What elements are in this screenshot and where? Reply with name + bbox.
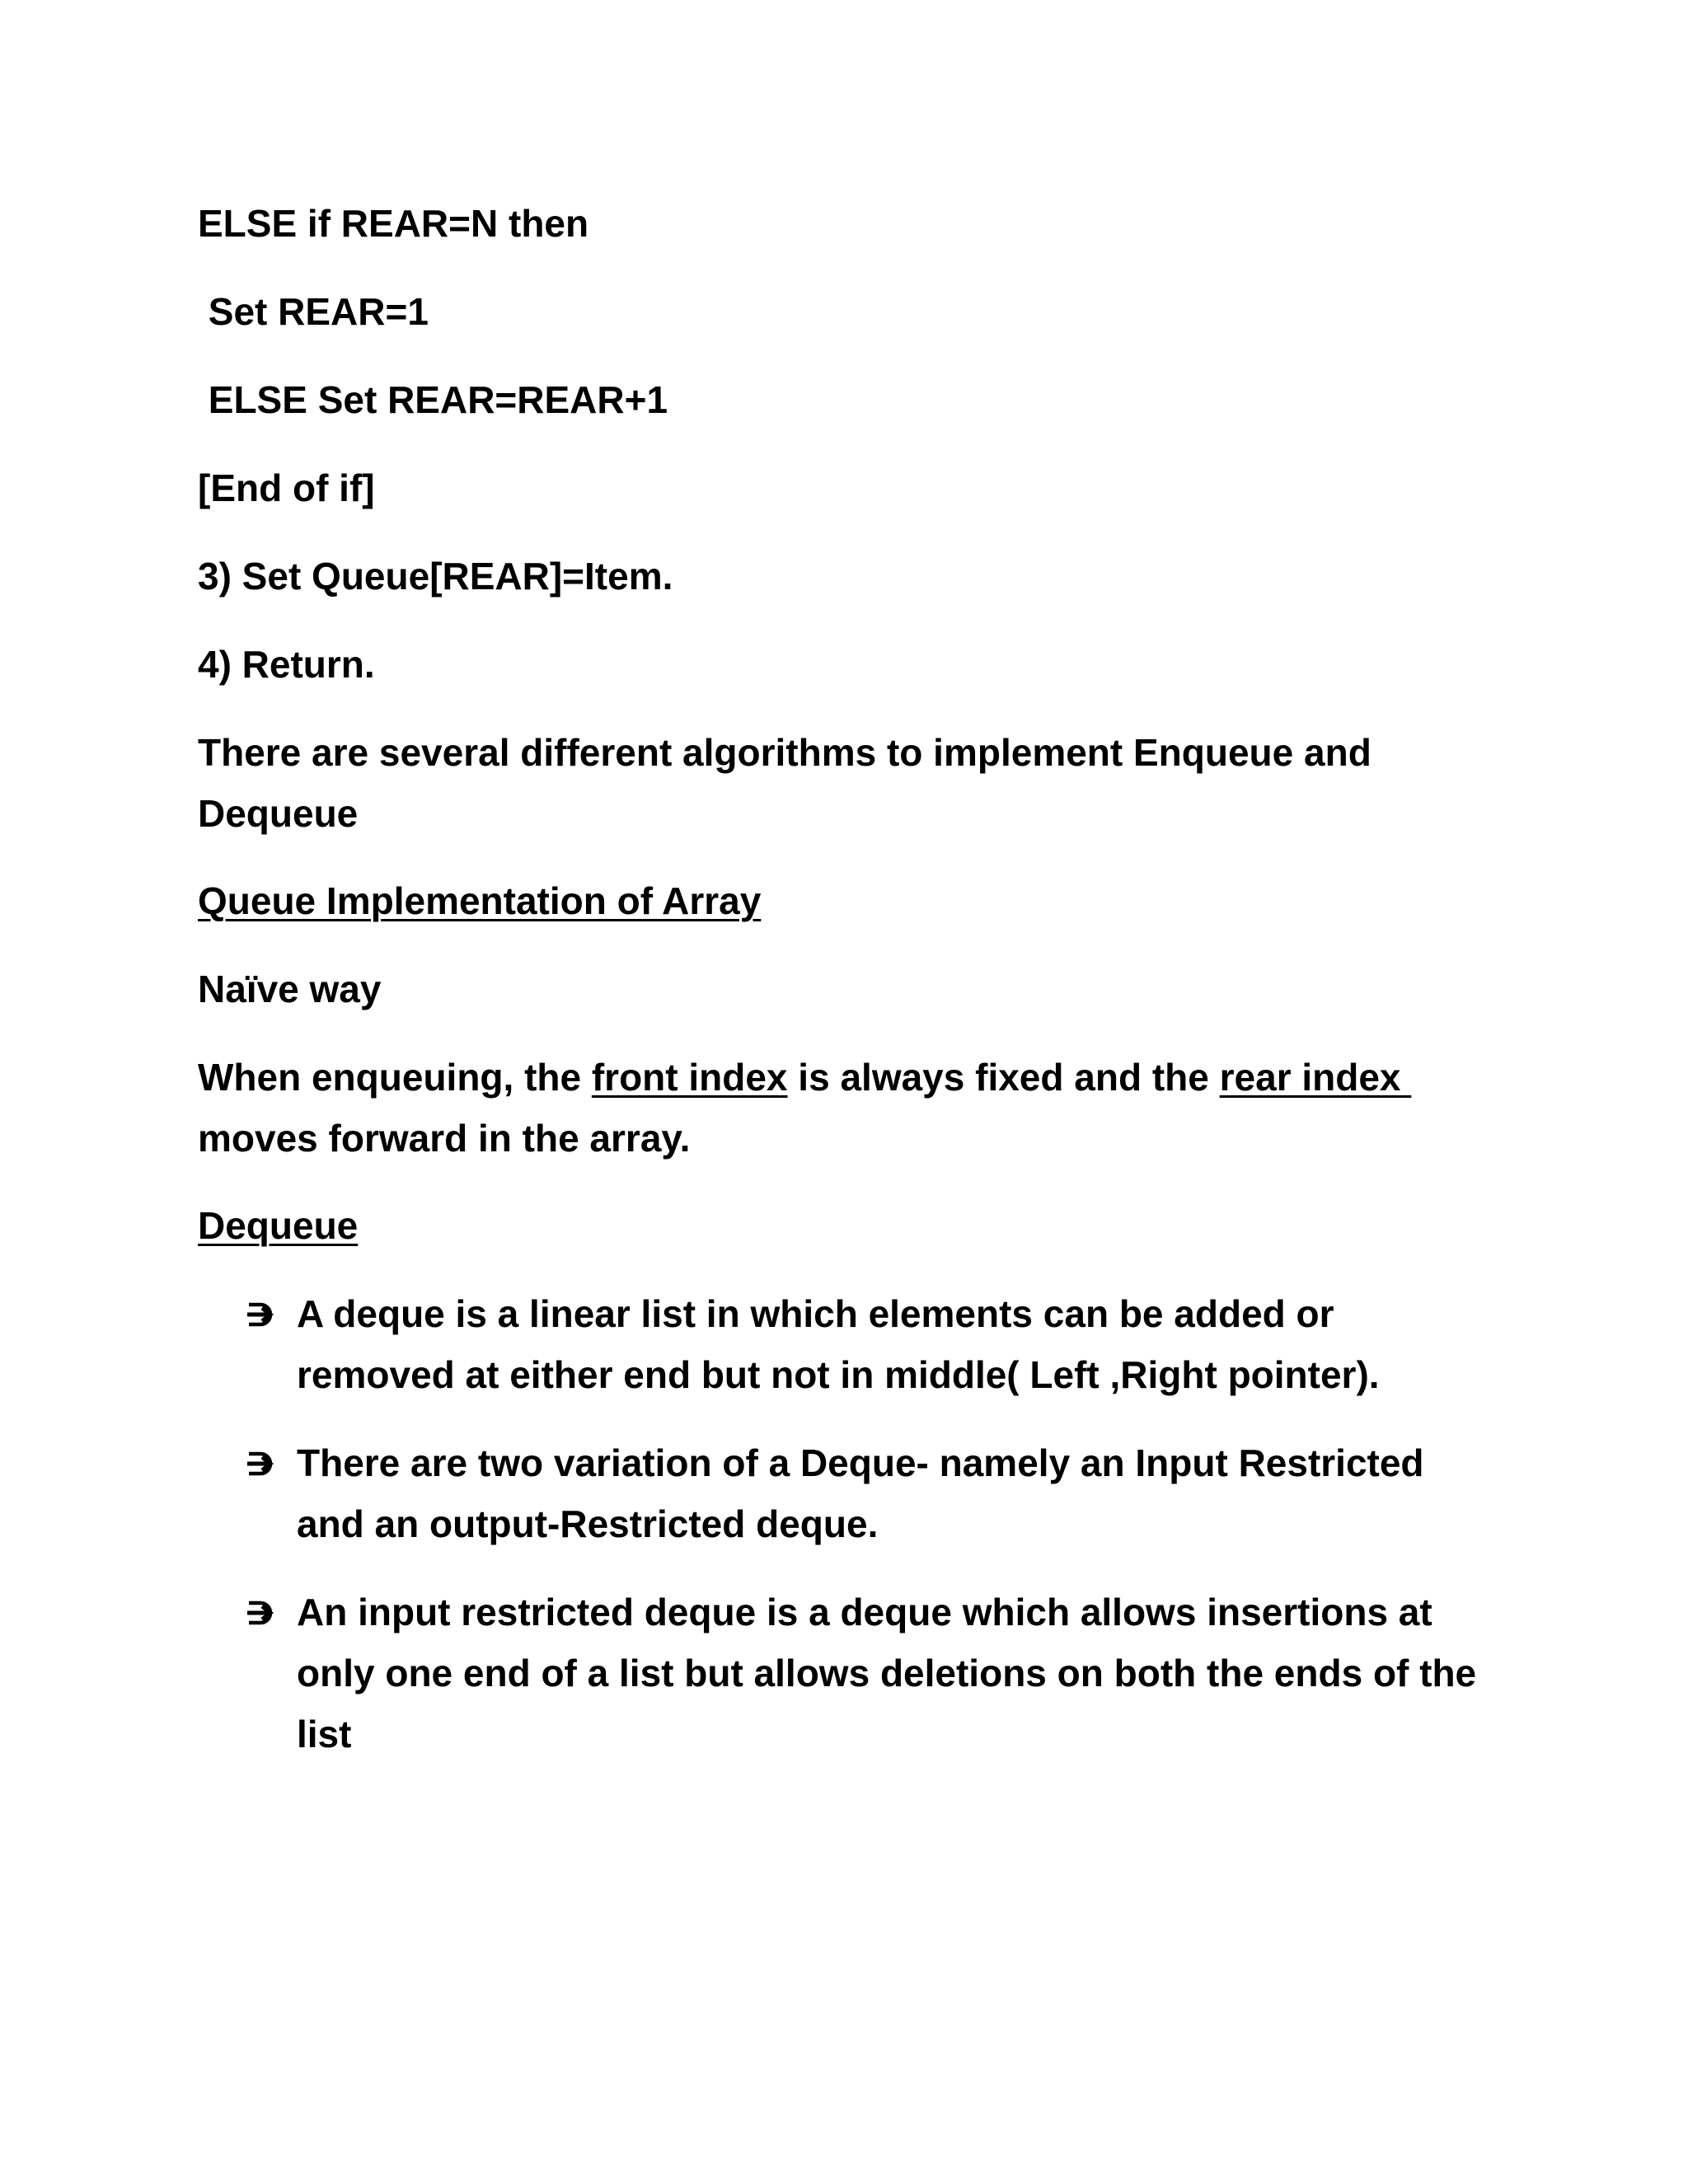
bullet-item-1 (244, 1283, 1480, 1405)
bullet-text-3: An input restricted deque is a deque which allows insertions at only one end of a list but allows deletions on both the ends of the list (297, 1591, 1477, 1755)
enqueue-text-1: When enqueuing, the (198, 1056, 592, 1099)
intro-paragraph: There are several different algorithms to implement Enqueue and Dequeue (198, 731, 1372, 835)
code-line-1: ELSE if REAR=N then (198, 202, 589, 245)
bullet-item-3 (244, 1582, 1480, 1765)
heading-dequeue-text: Dequeue (198, 1204, 359, 1247)
right-arrow-circle-icon (244, 1283, 293, 1344)
heading-queue-implementation-text: Queue Implementation of Array (198, 879, 762, 922)
naive-way-label: Naïve way (198, 968, 382, 1010)
code-line-3: ELSE Set REAR=REAR+1 (198, 378, 668, 421)
bullet-item-2 (244, 1432, 1480, 1554)
right-arrow-circle-icon (244, 1432, 293, 1493)
front-index-term: front index (591, 1056, 788, 1099)
enqueue-text-3: moves forward in the array. (198, 1117, 691, 1160)
code-line-6: 4) Return. (198, 643, 375, 686)
heading-queue-implementation (198, 870, 761, 931)
heading-dequeue (198, 1195, 358, 1256)
enqueue-text-2: is always fixed and the (787, 1056, 1220, 1099)
enqueue-paragraph (198, 1047, 1484, 1169)
right-arrow-circle-icon (244, 1582, 293, 1643)
code-line-4: [End of if] (198, 466, 375, 509)
bullet-text-1: A deque is a linear list in which elements can be added or removed at either end but not in middle( Left ,Right pointer). (297, 1292, 1380, 1396)
bullet-text-2: There are two variation of a Deque- namely an Input Restricted and an output-Restricted deque. (297, 1441, 1424, 1545)
rear-index-term: rear index (1219, 1056, 1412, 1099)
code-line-5: 3) Set Queue[REAR]=Item. (198, 555, 673, 598)
code-line-2: Set REAR=1 (198, 290, 429, 333)
